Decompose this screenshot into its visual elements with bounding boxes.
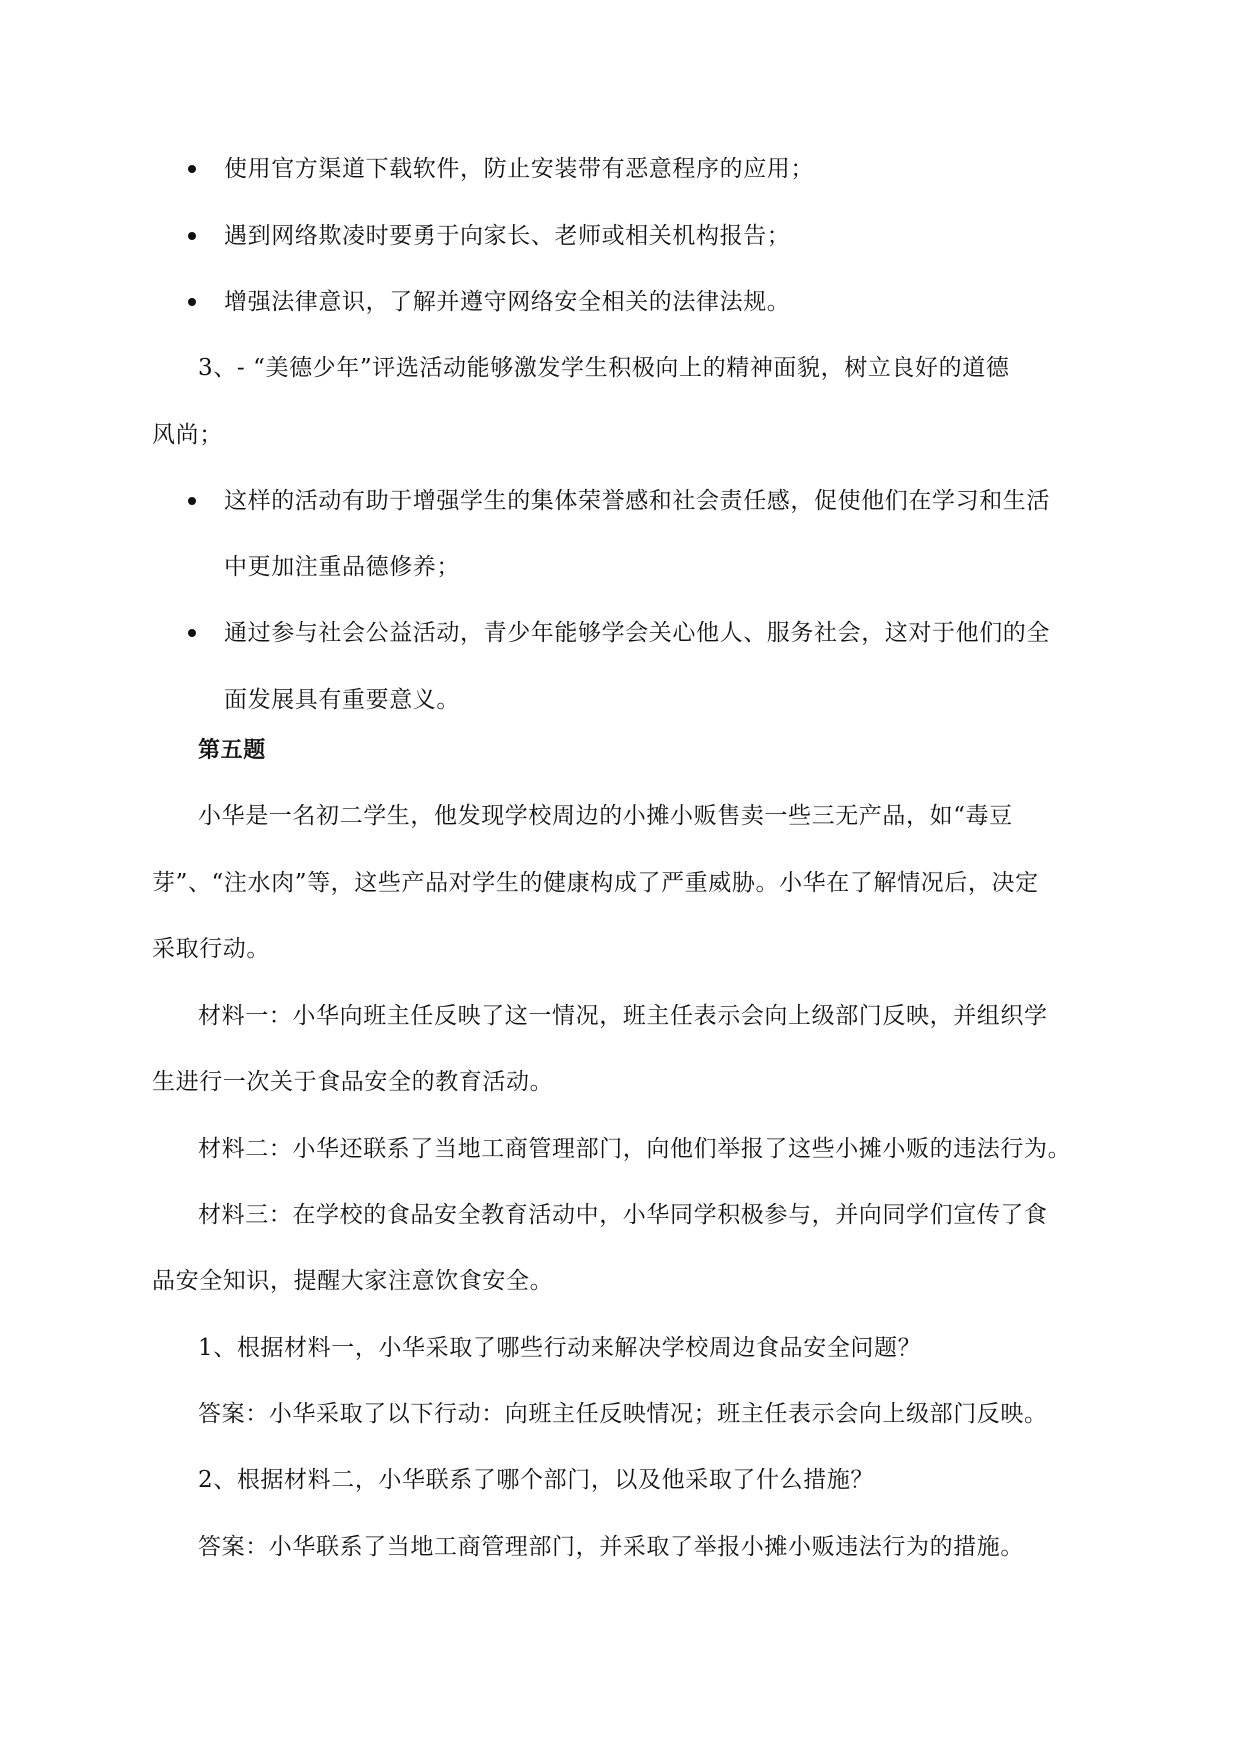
bullet-item-text: 面发展具有重要意义。 (224, 687, 460, 713)
paragraph-line: 生进行一次关于食品安全的教育活动。 (152, 1069, 554, 1095)
paragraph-line: 品安全知识，提醒大家注意饮食安全。 (152, 1268, 554, 1294)
bullet-item-text: 遇到网络欺凌时要勇于向家长、老师或相关机构报告； (224, 223, 791, 249)
bullet-item-text: 这样的活动有助于增强学生的集体荣誉感和社会责任感，促使他们在学习和生活 (224, 488, 1050, 514)
paragraph-line: 采取行动。 (152, 936, 270, 962)
paragraph-line: 材料三：在学校的食品安全教育活动中，小华同学积极参与，并向同学们宣传了食 (198, 1202, 1048, 1228)
bullet-dot (188, 232, 196, 240)
bullet-dot (188, 298, 196, 306)
numbered-item-line: 3、- “美德少年”评选活动能够激发学生积极向上的精神面貌，树立良好的道德 (198, 355, 1010, 381)
answer-text: 答案：小华联系了当地工商管理部门，并采取了举报小摊小贩违法行为的措施。 (198, 1534, 1024, 1560)
paragraph-line: 芽”、“注水肉”等，这些产品对学生的健康构成了严重威胁。小华在了解情况后，决定 (152, 870, 1039, 896)
paragraph-line: 小华是一名初二学生，他发现学校周边的小摊小贩售卖一些三无产品，如“毒豆 (198, 803, 1013, 829)
bullet-item-text: 使用官方渠道下载软件，防止安装带有恶意程序的应用； (224, 156, 814, 182)
bullet-dot (188, 629, 196, 637)
bullet-dot (188, 497, 196, 505)
bullet-item-text: 增强法律意识，了解并遵守网络安全相关的法律法规。 (224, 289, 791, 315)
section-title: 第五题 (198, 738, 266, 763)
answer-text: 答案：小华采取了以下行动：向班主任反映情况；班主任表示会向上级部门反映。 (198, 1401, 1048, 1427)
bullet-item-text: 通过参与社会公益活动，青少年能够学会关心他人、服务社会，这对于他们的全 (224, 620, 1050, 646)
numbered-item-line: 风尚； (152, 422, 223, 448)
question-text: 2、根据材料二，小华联系了哪个部门，以及他采取了什么措施？ (198, 1467, 875, 1493)
bullet-item-text: 中更加注重品德修养； (224, 554, 460, 580)
question-text: 1、根据材料一，小华采取了哪些行动来解决学校周边食品安全问题？ (198, 1335, 922, 1361)
bullet-dot (188, 165, 196, 173)
paragraph-line: 材料一：小华向班主任反映了这一情况，班主任表示会向上级部门反映，并组织学 (198, 1003, 1048, 1029)
paragraph-line: 材料二：小华还联系了当地工商管理部门，向他们举报了这些小摊小贩的违法行为。 (198, 1136, 1072, 1162)
